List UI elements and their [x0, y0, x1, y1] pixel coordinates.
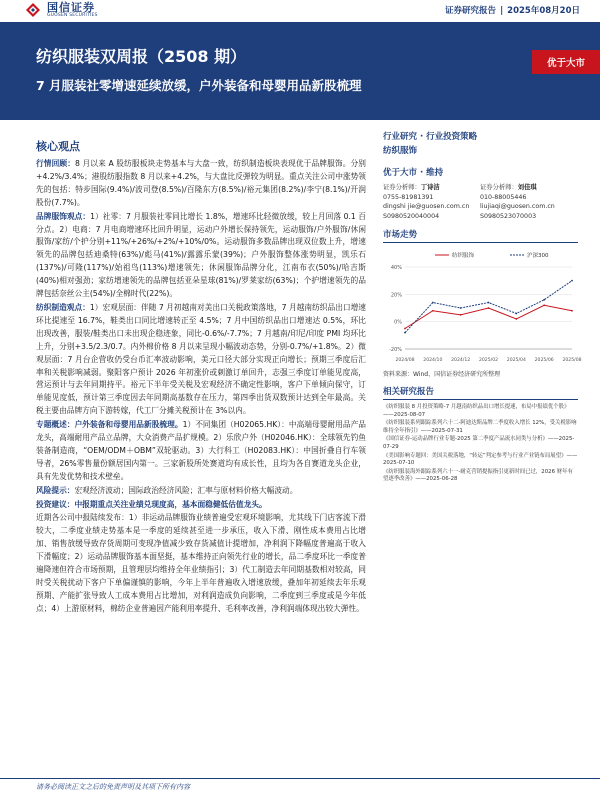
data-point	[460, 314, 462, 316]
logo-en: GUOSEN SECURITIES	[47, 12, 98, 18]
series-line-2	[405, 281, 572, 333]
y-tick-label: 40%	[390, 265, 402, 271]
data-point	[460, 307, 462, 309]
data-point	[488, 307, 490, 309]
market-trend-chart	[383, 247, 582, 367]
related-item[interactable]: 《纺织服装海外跟踪系列六十一-耐克营销提振指引更新时间已过，2026 财年有望逐季改善》——2025-06-28	[383, 468, 573, 483]
footer-divider	[0, 778, 600, 779]
rating-line: 优于大市 · 维持	[383, 168, 444, 178]
textile-manufacturing-paragraph: 纺织制造观点：1）宏观层面：伴随 7 月初越南对美出口关税政策落地，7 月越南纺织品出口增速环比提速至 16.7%，鞋类出口同比增速转正至 4.5%；7 月中国纺织品出口增速达 0.5%，环比出现改善，服装/鞋类出口未出现企稳迹象，同比-0.6%/-7.7%；7 月越南/印尼/印度 PMI 均环比上升，分别+3.5/2.3/0.7。内外棉价格 8 月以来呈现小幅波动态势，分别-0.7%/+1.8%。2）微观层面：7 月台企营收仍受台币汇率波动影响，美元口径大部分实现正向增长；预期三季度后汇率和关税影响减弱。聚阳客户预计 2026 年初涨价或刺激订单回升，志强三季度订单能见度高，营运预计与去年同期持平。裕元下半年受关税及宏观经济不确定性影响，客户下单倾向保守，订单能见度低，预计第三季度因去年同期高基数存在压力，第四季出货双数预计达到全年最高。关税主要由品牌方向下游转嫁，代工厂分摊关税预计在 3%以内。	[36, 302, 366, 416]
data-point	[432, 302, 434, 304]
x-tick-label: 2024/10	[423, 358, 443, 363]
rating-badge: 优于大市	[532, 50, 600, 74]
related-item[interactable]: 《国信证券-运动品牌行业专题-2025 第二季度产品流水同类与分析》——2025-07-29	[383, 436, 575, 450]
analyst-block	[383, 183, 578, 221]
data-point	[404, 332, 406, 334]
x-tick-label: 2025/02	[478, 358, 499, 363]
analyst-1: 证券分析师：丁诗洁 0755-81981391 dingshi jie@guosen.com.cn S0980520040004	[383, 183, 480, 221]
related-item[interactable]: 《纺织服装系列跟踪系列六十二-阿迪达斯品牌二季度收入增长 12%，受关税影响维持全年指引》——2025-07-31	[383, 420, 577, 434]
logo-cn: 国信证券	[47, 0, 95, 14]
legend-label: 纺织服饰	[452, 253, 475, 259]
brand-apparel-paragraph: 品牌服饰观点：1）社零：7 月服装社零同比增长 1.8%，增速环比轻微放缓，较上月回落 0.1 百分点。2）电商：7 月电商增速环比回升明显，运动户外增长保持领先，运动服饰/户外服饰/休闲服饰/家纺/个护分别+11%/+26%/+2%/+10%/0%。运动服饰多数品牌出现双位数上升，增速领先的品牌包括迪桑特(63%)/彪马(41%)/露露乐蒙(39%)；户外服饰整体涨势明显，凯乐石(137%)/可隆(117%)/始祖鸟(113%)增速领先；休闲服饰品牌分化，江南布衣(50%)/哈吉斯(40%)相对强劲；家纺增速领先的品牌包括亚朵星球(81%)/罗莱家纺(63%)；个护增速领先的品牌包括奈丝公主(54%)/全棉时代(22%)。	[36, 211, 366, 299]
related-heading: 相关研究报告	[383, 385, 578, 400]
chart-heading: 市场走势	[383, 228, 578, 243]
x-tick-label: 2024/12	[451, 358, 471, 363]
sidebar	[383, 130, 582, 485]
market-review-paragraph: 行情回顾：8 月以来 A 股纺服板块走势基本与大盘一致，纺织制造板块表现优于品牌服饰。分别+4.2%/3.4%；港股纺服指数 8 月以来+4.2%，与大盘比反弹较为明显。重点关注公司中涨势领先的包括：特步国际(9.4%)/波司登(8.5%)/百隆东方(8.5%)/裕元集团(8.2%)/李宁(8.1%)/开润股份(7.7%)。	[36, 159, 366, 207]
x-tick-label: 2025/08	[562, 358, 582, 363]
logo-icon	[24, 1, 42, 19]
related-item[interactable]: 《美国影响专题回：美国关税落地，“转运”判定参考与行业产业链布局展望》——2025-07-10	[383, 452, 578, 467]
core-views-heading: 核心观点	[36, 140, 80, 153]
x-tick-label: 2025/04	[506, 358, 526, 363]
data-point	[515, 313, 517, 315]
risk-paragraph: 风险提示：宏观经济波动；国际政治经济风险；汇率与原材料价格大幅波动。	[36, 485, 298, 495]
data-point	[571, 280, 573, 282]
report-category: 行业研究 · 行业投资策略	[383, 132, 478, 142]
data-point	[543, 304, 545, 306]
data-point	[515, 318, 517, 320]
page-subtitle: 7 月服装社零增速延续放缓，户外装备和母婴用品新股梳理	[36, 78, 362, 93]
legend-label: 沪深300	[527, 253, 549, 259]
title-banner	[0, 22, 600, 120]
chart-source: 资料来源：Wind、国信证券经济研究所整理	[383, 371, 501, 378]
y-tick-label: -20%	[389, 347, 402, 353]
analyst-2: 证券分析师：刘佳琪 010-88005446 liujiaqi@guosen.com.cn S0980523070003	[480, 183, 577, 221]
related-list	[383, 404, 578, 484]
analyst-2-email[interactable]: liujiaqi@guosen.com.cn	[480, 203, 555, 210]
data-point	[571, 310, 573, 312]
y-tick-label: 0%	[394, 319, 402, 326]
report-meta: 证券研究报告 | 2025年08月20日	[445, 6, 580, 16]
report-type: 证券研究报告	[445, 6, 497, 16]
report-date: 2025年08月20日	[507, 6, 580, 16]
analyst-1-email[interactable]: dingshi jie@guosen.com.cn	[383, 203, 470, 210]
trend-svg	[383, 247, 582, 367]
y-tick-label: 20%	[390, 292, 402, 299]
page-title: 纺织服装双周报（2508 期）	[36, 47, 247, 66]
industry-name: 纺织服饰	[383, 146, 418, 156]
data-point	[404, 328, 406, 330]
related-item[interactable]: 《纺织服装 8 月投资策略-7 月越南纺织品出口增长提速，布局中报绩优个股》——2025-08-07	[383, 404, 570, 418]
interim-results-paragraph: 近期各公司中报陆续发布：1）非运动品牌服饰业绩普遍受宏观环境影响，尤其线下门店客流下滑较大，二季度业绩走势基本是一季度的延续甚至进一步承压，收入下滑、刚性成本费用占比增加、销售放缓导致存货周期可变现净值减少致存货减值计提增加，净利润下降幅度普遍高于收入下滑幅度；2）运动品牌服饰基本面坚挺，基本维持正向领先行业的增长，品二季度环比一季度普遍降速但符合市场预期，且管理层均维持全年业绩指引；3）代工制造去年同期基数相对较高，同时受关税扰动下客户下单偏谨慎的影响，今年上半年普遍收入增速放缓，叠加年初延续去年乐观预期、产能扩张导致人工成本费用占比增加，对利润造成负向影响，二季度到三季度或是今年低点；4）上游原材料，棉纺企业普遍因产能利用率提升、毛利率改善，净利润端体现出较大弹性。	[36, 513, 366, 613]
core-views-column	[36, 138, 366, 617]
investment-advice-paragraph: 投资建议：中报期重点关注业绩兑现度高，基本面稳健低估值龙头。	[36, 499, 267, 509]
x-tick-label: 2024/08	[395, 358, 415, 363]
data-point	[488, 302, 490, 304]
topic-overview-paragraph: 专题概述：户外装备和母婴用品新股梳理。1）不同集团（H02065.HK）：中高端母婴耐用品产品龙头，高端耐用产品立品牌，大众消费产品扩规模。2）乐欣户外（H02046.HK）：全球领先钓鱼装备制造商，“OEM/ODM＋OBM”双轮驱动。3）大行科工（H02083.HK）：中国折叠自行车领导者，26%零售量份额居国内第一。三家新股所处赛道均有成长性，且均为各自赛道龙头企业，具有先发优势和技术壁垒。	[36, 420, 366, 481]
x-tick-label: 2025/06	[534, 358, 554, 363]
disclaimer-footer: 请务必阅读正文之后的免责声明及其项下所有内容	[36, 783, 190, 791]
page-header	[0, 0, 600, 22]
data-point	[432, 310, 434, 312]
logo	[24, 1, 98, 19]
data-point	[543, 299, 545, 301]
